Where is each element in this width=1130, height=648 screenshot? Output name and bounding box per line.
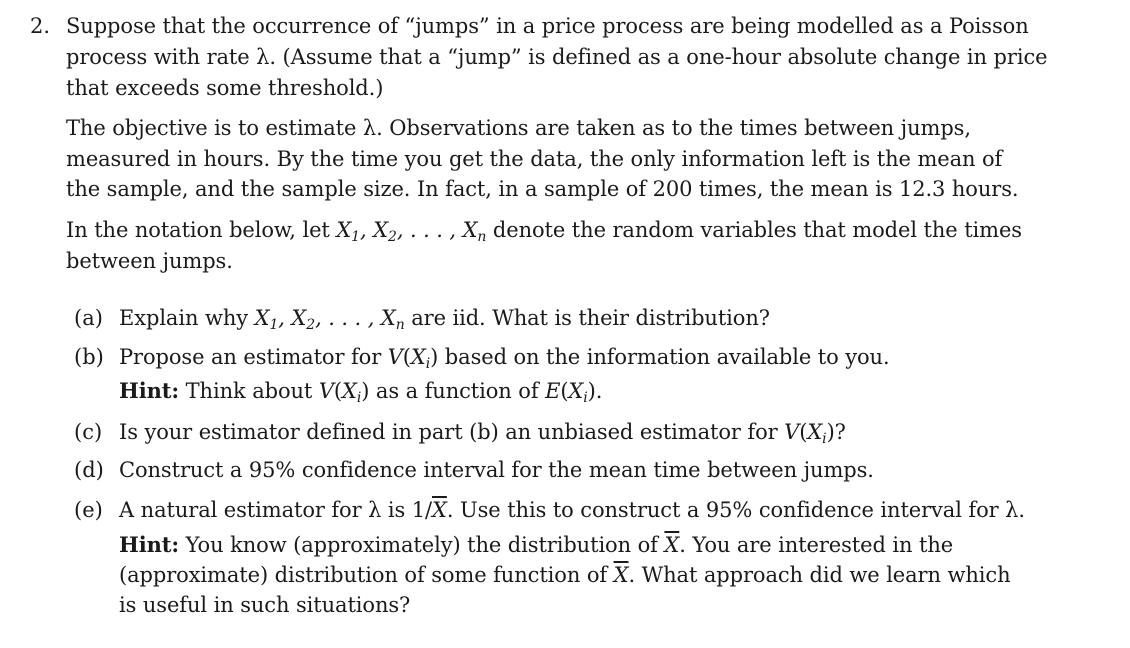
part-e-hint-l2-post: . What approach did we learn which	[628, 563, 1011, 587]
notation-line-1	[66, 216, 1022, 244]
part-d-text: Construct a 95% confidence interval for the mean time between jumps.	[119, 458, 874, 482]
part-b-hint-label: Hint:	[119, 378, 180, 403]
part-b-hint-post: .	[595, 379, 603, 403]
part-d-label: (d)	[74, 458, 104, 482]
objective-line-3: the sample, and the sample size. In fact, in a sample of 200 times, the mean is 12.3 hours.	[66, 177, 1019, 201]
part-b-label: (b)	[74, 345, 104, 369]
math-x-sequence: $X_1$, $X_2$, . . . , $X_n$	[336, 218, 487, 245]
part-e-hint-l1-post: . You are interested in the	[679, 533, 954, 557]
part-c-pre: Is your estimator defined in part (b) an unbiased estimator for	[119, 420, 785, 444]
part-e-pre: A natural estimator for λ is 1/	[119, 498, 433, 522]
part-e-hint-label: Hint:	[119, 532, 180, 557]
math-x-bar: $\overline{X}$	[432, 498, 447, 522]
objective-line-2: measured in hours. By the time you get the data, the only information left is the mean of	[66, 147, 1003, 171]
part-a-text	[119, 304, 770, 332]
intro-line-1: Suppose that the occurrence of “jumps” in a price process are being modelled as a Poisson	[66, 14, 1029, 38]
intro-line-3: that exceeds some threshold.)	[66, 76, 384, 100]
math-x-bar: $\overline{X}$	[664, 533, 680, 557]
notation-line-2: between jumps.	[66, 249, 233, 273]
part-e-hint-line-3: is useful in such situations?	[119, 593, 411, 617]
part-e-label: (e)	[74, 498, 103, 522]
part-b-pre: Propose an estimator for	[119, 345, 388, 369]
math-x-sequence: $X_1$, $X_2$, . . . , $X_n$	[254, 306, 405, 333]
part-b-hint: Hint: Think about $V(X_i)$ as a function of $E(X_i)$.	[119, 378, 603, 406]
part-e-post: . Use this to construct a 95% confidence interval for λ.	[446, 498, 1025, 522]
math-variance: V	[387, 345, 403, 369]
problem-number: 2.	[30, 14, 51, 38]
part-b-hint-pre: Think about	[179, 379, 319, 403]
part-c-post: ?	[834, 420, 846, 444]
part-e-hint-line-2	[119, 561, 1011, 589]
math-x-bar: $\overline{X}$	[613, 563, 629, 587]
part-c-label: (c)	[74, 420, 103, 444]
intro-line-2: process with rate λ. (Assume that a “jump” is defined as a one-hour absolute change in price	[66, 45, 1048, 69]
part-a-post: are iid. What is their distribution?	[404, 306, 770, 330]
part-b-hint-mid: as a function of	[369, 379, 546, 403]
part-e-text	[119, 496, 1025, 524]
part-a-label: (a)	[74, 306, 103, 330]
part-e-hint-line-1	[119, 531, 953, 559]
part-e-hint-l1-pre: You know (approximately) the distribution of	[179, 533, 665, 557]
part-b-post: based on the information available to you.	[438, 345, 890, 369]
part-b-text: Propose an estimator for $V(X_i)$ based on the information available to you.	[119, 345, 890, 372]
part-e-hint-l2-pre: (approximate) distribution of some function of	[119, 563, 614, 587]
part-a-pre: Explain why	[119, 306, 255, 330]
objective-line-1: The objective is to estimate λ. Observations are taken as to the times between jumps,	[66, 116, 971, 140]
part-c-text: Is your estimator defined in part (b) an unbiased estimator for $V(X_i)$?	[119, 420, 846, 447]
notation-text-post: denote the random variables that model the times	[486, 218, 1022, 242]
notation-text-pre: In the notation below, let	[66, 218, 337, 242]
